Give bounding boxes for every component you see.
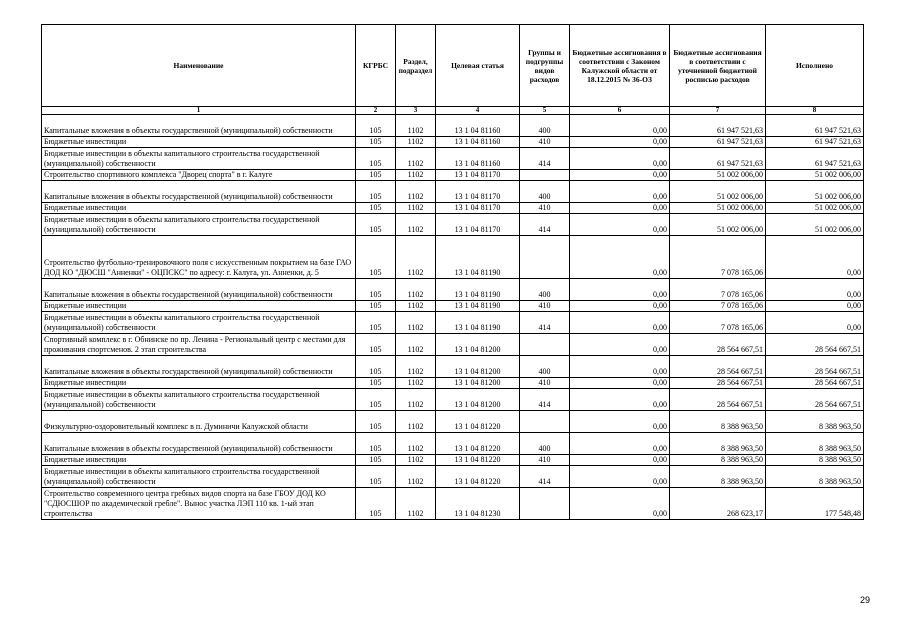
row-executed-amount: 28 564 667,51 — [766, 389, 864, 411]
row-name: Капитальные вложения в объекты государственной (муниципальной) собственности — [42, 115, 356, 137]
row-executed-amount: 28 564 667,51 — [766, 356, 864, 378]
row-group: 410 — [520, 378, 570, 389]
table-row — [42, 181, 864, 203]
row-group — [520, 411, 570, 433]
row-section: 1102 — [396, 455, 436, 466]
row-group: 410 — [520, 301, 570, 312]
row-group: 400 — [520, 433, 570, 455]
table-row — [42, 334, 864, 356]
row-executed-amount: 61 947 521,63 — [766, 148, 864, 170]
row-kgrbs: 105 — [356, 488, 396, 520]
row-section: 1102 — [396, 334, 436, 356]
row-refined-amount: 7 078 165,06 — [670, 301, 766, 312]
row-name: Бюджетные инвестиции в объекты капитального строительства государственной (муниципальной) собственности — [42, 466, 356, 488]
row-kgrbs: 105 — [356, 411, 396, 433]
row-executed-amount: 51 002 006,00 — [766, 170, 864, 181]
row-refined-amount: 28 564 667,51 — [670, 389, 766, 411]
table-row — [42, 433, 864, 455]
row-group: 400 — [520, 356, 570, 378]
row-kgrbs: 105 — [356, 301, 396, 312]
row-section: 1102 — [396, 181, 436, 203]
row-executed-amount: 0,00 — [766, 279, 864, 301]
row-group — [520, 334, 570, 356]
column-number: 2 — [356, 107, 396, 115]
row-name: Спортивный комплекс в г. Обнинске по пр. Ленина - Региональный центр с местами для проживания спортсменов. 2 этап строительства — [42, 334, 356, 356]
row-kgrbs: 105 — [356, 466, 396, 488]
row-name: Бюджетные инвестиции — [42, 378, 356, 389]
row-kgrbs: 105 — [356, 389, 396, 411]
row-target: 13 1 04 81200 — [436, 389, 520, 411]
row-kgrbs: 105 — [356, 334, 396, 356]
row-target: 13 1 04 81160 — [436, 137, 520, 148]
table-row — [42, 378, 864, 389]
row-law-amount: 0,00 — [570, 279, 670, 301]
row-law-amount: 0,00 — [570, 356, 670, 378]
row-section: 1102 — [396, 148, 436, 170]
table-row — [42, 312, 864, 334]
row-executed-amount: 28 564 667,51 — [766, 334, 864, 356]
row-name: Бюджетные инвестиции в объекты капитального строительства государственной (муниципальной) собственности — [42, 312, 356, 334]
row-name: Бюджетные инвестиции — [42, 301, 356, 312]
row-section: 1102 — [396, 137, 436, 148]
row-group: 400 — [520, 181, 570, 203]
row-section: 1102 — [396, 389, 436, 411]
row-group: 414 — [520, 389, 570, 411]
row-refined-amount: 8 388 963,50 — [670, 433, 766, 455]
row-executed-amount: 0,00 — [766, 236, 864, 279]
row-section: 1102 — [396, 356, 436, 378]
row-group: 410 — [520, 455, 570, 466]
row-target: 13 1 04 81160 — [436, 148, 520, 170]
column-number: 6 — [570, 107, 670, 115]
row-group — [520, 488, 570, 520]
row-group: 400 — [520, 279, 570, 301]
row-section: 1102 — [396, 488, 436, 520]
row-law-amount: 0,00 — [570, 170, 670, 181]
row-name: Капитальные вложения в объекты государственной (муниципальной) собственности — [42, 181, 356, 203]
row-executed-amount: 8 388 963,50 — [766, 466, 864, 488]
row-target: 13 1 04 81190 — [436, 279, 520, 301]
page-number: 29 — [860, 595, 871, 605]
row-kgrbs: 105 — [356, 378, 396, 389]
row-target: 13 1 04 81200 — [436, 378, 520, 389]
column-number: 8 — [766, 107, 864, 115]
row-refined-amount: 51 002 006,00 — [670, 214, 766, 236]
row-name: Капитальные вложения в объекты государственной (муниципальной) собственности — [42, 433, 356, 455]
row-refined-amount: 7 078 165,06 — [670, 279, 766, 301]
row-law-amount: 0,00 — [570, 389, 670, 411]
header-target: Целевая статья — [436, 25, 520, 107]
column-number-row — [42, 107, 864, 115]
row-refined-amount: 28 564 667,51 — [670, 378, 766, 389]
row-target: 13 1 04 81170 — [436, 214, 520, 236]
table-row — [42, 170, 864, 181]
row-name: Бюджетные инвестиции в объекты капитального строительства государственной (муниципальной) собственности — [42, 214, 356, 236]
row-target: 13 1 04 81200 — [436, 334, 520, 356]
row-group: 414 — [520, 148, 570, 170]
row-refined-amount: 8 388 963,50 — [670, 411, 766, 433]
table-row — [42, 148, 864, 170]
row-name: Строительство современного центра гребных видов спорта на базе ГБОУ ДОД КО "СДЮСШОР по академической гребле". Вынос участка ЛЭП 110 кв. 1-ый этап строительства — [42, 488, 356, 520]
row-executed-amount: 0,00 — [766, 312, 864, 334]
header-law: Бюджетные ассигнования в соответствии с Законом Калужской области от 18.12.2015 № 36-ОЗ — [570, 25, 670, 107]
row-refined-amount: 7 078 165,06 — [670, 312, 766, 334]
row-law-amount: 0,00 — [570, 181, 670, 203]
header-refined: Бюджетные ассигнования в соответствии с уточненной бюджетной росписью расходов — [670, 25, 766, 107]
row-group: 410 — [520, 203, 570, 214]
row-refined-amount: 7 078 165,06 — [670, 236, 766, 279]
row-kgrbs: 105 — [356, 214, 396, 236]
table-row — [42, 115, 864, 137]
row-refined-amount: 51 002 006,00 — [670, 181, 766, 203]
row-name: Бюджетные инвестиции — [42, 455, 356, 466]
row-refined-amount: 61 947 521,63 — [670, 148, 766, 170]
row-group: 414 — [520, 214, 570, 236]
row-kgrbs: 105 — [356, 203, 396, 214]
column-number: 4 — [436, 107, 520, 115]
row-target: 13 1 04 81200 — [436, 356, 520, 378]
row-kgrbs: 105 — [356, 181, 396, 203]
row-executed-amount: 51 002 006,00 — [766, 181, 864, 203]
row-name: Бюджетные инвестиции в объекты капитального строительства государственной (муниципальной) собственности — [42, 148, 356, 170]
row-section: 1102 — [396, 236, 436, 279]
row-section: 1102 — [396, 378, 436, 389]
row-law-amount: 0,00 — [570, 378, 670, 389]
row-executed-amount: 51 002 006,00 — [766, 203, 864, 214]
column-number: 1 — [42, 107, 356, 115]
row-kgrbs: 105 — [356, 236, 396, 279]
row-law-amount: 0,00 — [570, 148, 670, 170]
row-kgrbs: 105 — [356, 312, 396, 334]
row-section: 1102 — [396, 279, 436, 301]
table-row — [42, 137, 864, 148]
row-law-amount: 0,00 — [570, 411, 670, 433]
row-law-amount: 0,00 — [570, 312, 670, 334]
row-group: 410 — [520, 137, 570, 148]
table-row — [42, 389, 864, 411]
row-kgrbs: 105 — [356, 170, 396, 181]
row-law-amount: 0,00 — [570, 466, 670, 488]
row-target: 13 1 04 81220 — [436, 433, 520, 455]
row-refined-amount: 28 564 667,51 — [670, 334, 766, 356]
table-row — [42, 411, 864, 433]
row-refined-amount: 268 623,17 — [670, 488, 766, 520]
row-target: 13 1 04 81220 — [436, 411, 520, 433]
header-kgrbs: КГРБС — [356, 25, 396, 107]
row-section: 1102 — [396, 115, 436, 137]
column-number: 3 — [396, 107, 436, 115]
row-name: Капитальные вложения в объекты государственной (муниципальной) собственности — [42, 279, 356, 301]
row-refined-amount: 51 002 006,00 — [670, 203, 766, 214]
header-groups: Группы и подгруппы видов расходов — [520, 25, 570, 107]
row-kgrbs: 105 — [356, 148, 396, 170]
row-section: 1102 — [396, 301, 436, 312]
row-target: 13 1 04 81170 — [436, 203, 520, 214]
row-kgrbs: 105 — [356, 455, 396, 466]
row-target: 13 1 04 81190 — [436, 301, 520, 312]
row-executed-amount: 61 947 521,63 — [766, 137, 864, 148]
row-name: Бюджетные инвестиции — [42, 137, 356, 148]
table-row — [42, 236, 864, 279]
row-executed-amount: 8 388 963,50 — [766, 411, 864, 433]
row-group: 414 — [520, 312, 570, 334]
table-row — [42, 455, 864, 466]
row-name: Бюджетные инвестиции — [42, 203, 356, 214]
row-executed-amount: 28 564 667,51 — [766, 378, 864, 389]
row-section: 1102 — [396, 466, 436, 488]
table-row — [42, 301, 864, 312]
row-law-amount: 0,00 — [570, 236, 670, 279]
row-refined-amount: 8 388 963,50 — [670, 455, 766, 466]
row-law-amount: 0,00 — [570, 301, 670, 312]
row-group — [520, 170, 570, 181]
row-kgrbs: 105 — [356, 115, 396, 137]
row-kgrbs: 105 — [356, 433, 396, 455]
row-section: 1102 — [396, 433, 436, 455]
row-name: Строительство спортивного комплекса "Дворец спорта" в г. Калуге — [42, 170, 356, 181]
column-number: 7 — [670, 107, 766, 115]
row-executed-amount: 51 002 006,00 — [766, 214, 864, 236]
row-target: 13 1 04 81220 — [436, 466, 520, 488]
column-number: 5 — [520, 107, 570, 115]
row-target: 13 1 04 81170 — [436, 170, 520, 181]
row-target: 13 1 04 81160 — [436, 115, 520, 137]
row-kgrbs: 105 — [356, 137, 396, 148]
header-row — [42, 25, 864, 107]
row-section: 1102 — [396, 170, 436, 181]
row-name: Строительство футбольно-тренировочного поля с искусственным покрытием на базе ГАО ДОД КО "ДЮСШ "Анненки" - ОЦПСКС" по адресу: г. Калуга, ул. Анненки, д. 5 — [42, 236, 356, 279]
row-law-amount: 0,00 — [570, 488, 670, 520]
row-executed-amount: 177 548,48 — [766, 488, 864, 520]
row-law-amount: 0,00 — [570, 115, 670, 137]
row-name: Бюджетные инвестиции в объекты капитального строительства государственной (муниципальной) собственности — [42, 389, 356, 411]
row-law-amount: 0,00 — [570, 433, 670, 455]
header-executed: Исполнено — [766, 25, 864, 107]
row-section: 1102 — [396, 411, 436, 433]
row-target: 13 1 04 81190 — [436, 236, 520, 279]
row-law-amount: 0,00 — [570, 137, 670, 148]
row-law-amount: 0,00 — [570, 334, 670, 356]
row-target: 13 1 04 81190 — [436, 312, 520, 334]
table-row — [42, 356, 864, 378]
table-row — [42, 279, 864, 301]
row-law-amount: 0,00 — [570, 203, 670, 214]
row-executed-amount: 8 388 963,50 — [766, 433, 864, 455]
row-group: 414 — [520, 466, 570, 488]
row-refined-amount: 61 947 521,63 — [670, 115, 766, 137]
row-name: Физкультурно-оздоровительный комплекс в п. Думиничи Калужской области — [42, 411, 356, 433]
row-group — [520, 236, 570, 279]
row-refined-amount: 28 564 667,51 — [670, 356, 766, 378]
table-row — [42, 488, 864, 520]
header-section: Раздел, подраздел — [396, 25, 436, 107]
row-section: 1102 — [396, 203, 436, 214]
row-executed-amount: 0,00 — [766, 301, 864, 312]
table-row — [42, 214, 864, 236]
table-row — [42, 203, 864, 214]
row-law-amount: 0,00 — [570, 455, 670, 466]
row-section: 1102 — [396, 312, 436, 334]
budget-table-sheet — [41, 24, 863, 520]
header-name: Наименование — [42, 25, 356, 107]
row-law-amount: 0,00 — [570, 214, 670, 236]
row-name: Капитальные вложения в объекты государственной (муниципальной) собственности — [42, 356, 356, 378]
row-group: 400 — [520, 115, 570, 137]
row-refined-amount: 8 388 963,50 — [670, 466, 766, 488]
row-section: 1102 — [396, 214, 436, 236]
row-kgrbs: 105 — [356, 279, 396, 301]
budget-table — [41, 24, 864, 520]
row-target: 13 1 04 81230 — [436, 488, 520, 520]
row-target: 13 1 04 81170 — [436, 181, 520, 203]
table-row — [42, 466, 864, 488]
row-executed-amount: 8 388 963,50 — [766, 455, 864, 466]
row-executed-amount: 61 947 521,63 — [766, 115, 864, 137]
row-refined-amount: 51 002 006,00 — [670, 170, 766, 181]
row-refined-amount: 61 947 521,63 — [670, 137, 766, 148]
row-target: 13 1 04 81220 — [436, 455, 520, 466]
row-kgrbs: 105 — [356, 356, 396, 378]
